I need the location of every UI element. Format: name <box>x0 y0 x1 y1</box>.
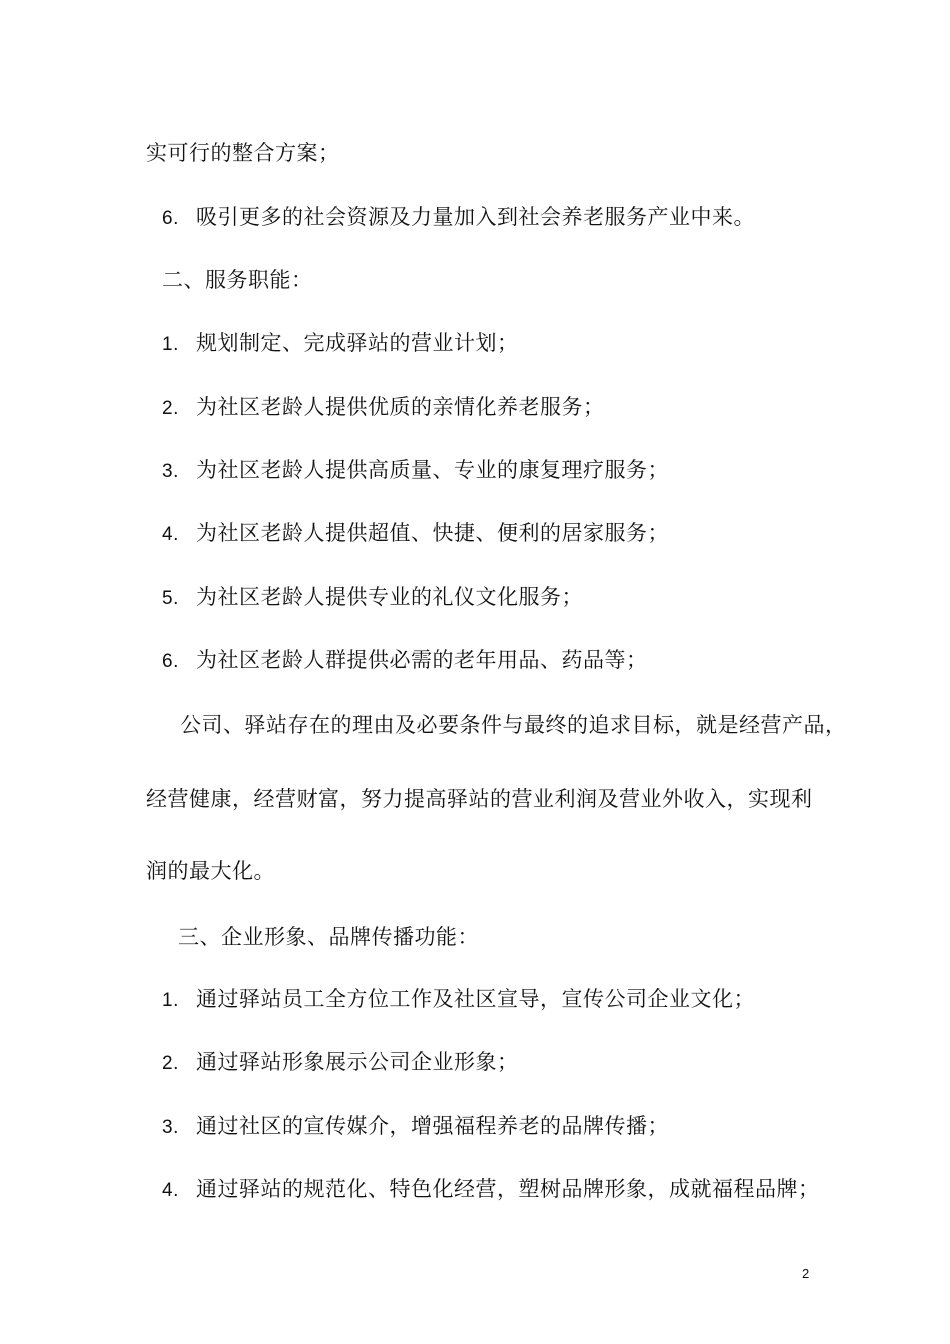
paragraph-continuation <box>146 138 340 168</box>
list-item-text: 通过驿站形象展示公司企业形象； <box>196 1050 519 1074</box>
paragraph-text: 润的最大化。 <box>146 859 275 883</box>
list-item-number: 1. <box>162 334 179 355</box>
list-item <box>162 455 669 487</box>
list-item-text: 为社区老龄人提供专业的礼仪文化服务； <box>196 585 583 609</box>
list-item-number: 3. <box>162 461 179 482</box>
list-item-text: 吸引更多的社会资源及力量加入到社会养老服务产业中来。 <box>196 205 755 229</box>
list-item <box>162 645 648 677</box>
list-item-text: 通过驿站员工全方位工作及社区宣导，宣传公司企业文化； <box>196 987 755 1011</box>
list-item-number: 1. <box>162 990 179 1011</box>
body-paragraph-line <box>146 784 813 814</box>
list-item-text: 为社区老龄人群提供必需的老年用品、药品等； <box>196 648 648 672</box>
page-number: 2 <box>802 1266 810 1281</box>
section-heading-text: 三、企业形象、品牌传播功能： <box>178 925 479 949</box>
list-item <box>162 1047 519 1079</box>
section-heading <box>162 265 313 295</box>
list-item <box>162 1174 820 1206</box>
list-item <box>162 392 605 424</box>
paragraph-text: 实可行的整合方案； <box>146 141 340 165</box>
list-item-text: 为社区老龄人提供超值、快捷、便利的居家服务； <box>196 521 669 545</box>
list-item-text: 规划制定、完成驿站的营业计划； <box>196 331 519 355</box>
list-item <box>162 328 519 360</box>
list-item-text: 为社区老龄人提供高质量、专业的康复理疗服务； <box>196 458 669 482</box>
section-heading <box>178 922 479 952</box>
list-item-number: 2. <box>162 398 179 419</box>
list-item <box>162 1111 669 1143</box>
list-item <box>162 518 669 550</box>
list-item-text: 为社区老龄人提供优质的亲情化养老服务； <box>196 395 605 419</box>
list-item-number: 6. <box>162 651 179 672</box>
paragraph-text: 公司、驿站存在的理由及必要条件与最终的追求目标，就是经营产品， <box>180 713 847 737</box>
section-heading-text: 二、服务职能： <box>162 268 313 292</box>
list-item <box>162 984 755 1016</box>
list-item-number: 3. <box>162 1117 179 1138</box>
list-item-text: 通过社区的宣传媒介，增强福程养老的品牌传播； <box>196 1114 669 1138</box>
list-item-number: 5. <box>162 588 179 609</box>
list-item-text: 通过驿站的规范化、特色化经营，塑树品牌形象，成就福程品牌； <box>196 1177 820 1201</box>
list-item-number: 4. <box>162 1180 179 1201</box>
list-item-number: 2. <box>162 1053 179 1074</box>
list-item-number: 6. <box>162 208 179 229</box>
paragraph-text: 经营健康，经营财富，努力提高驿站的营业利润及营业外收入，实现利 <box>146 787 813 811</box>
list-item-number: 4. <box>162 524 179 545</box>
body-paragraph-line <box>146 856 275 886</box>
list-item <box>162 582 583 614</box>
body-paragraph <box>180 710 847 740</box>
list-item <box>162 202 755 234</box>
